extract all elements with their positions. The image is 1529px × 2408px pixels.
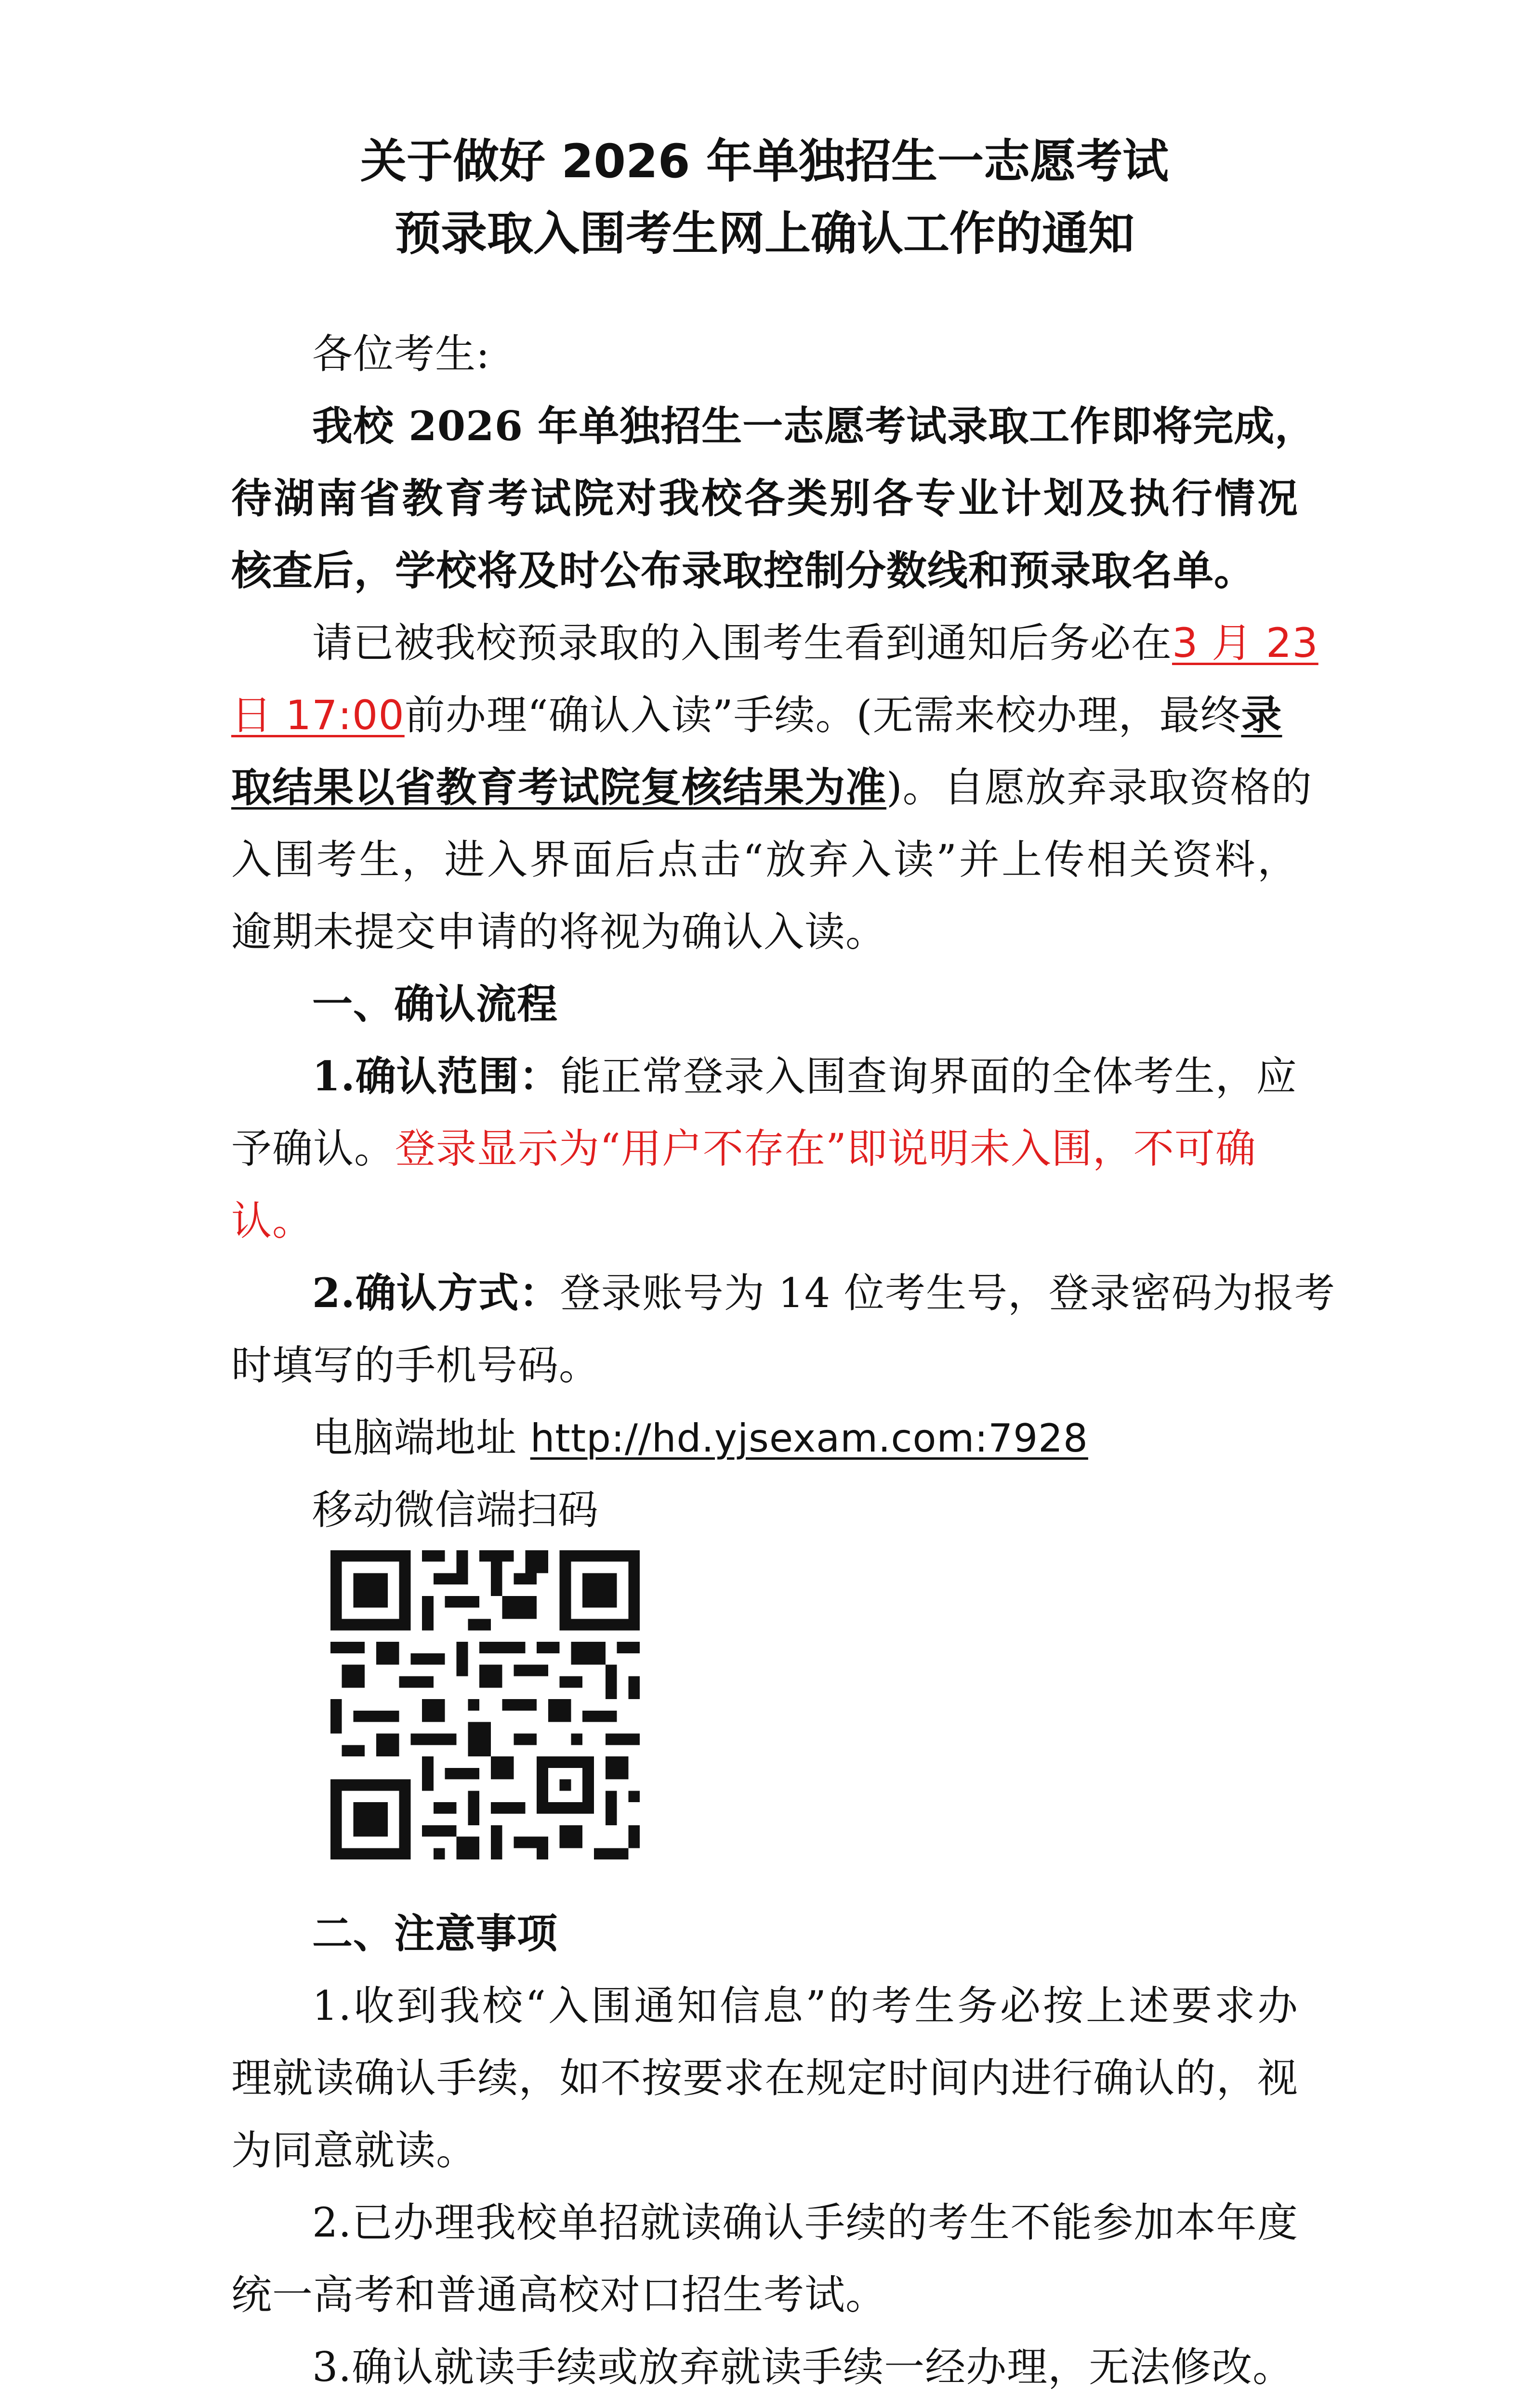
intro-p2-text: 请已被我校预录取的入围考生看到通知后务必在 [312,619,1173,667]
final-result-note-start: 录 [1241,691,1282,739]
item1-text: 能正常登录入围查询界面的全体考生，应 [560,1053,1297,1100]
intro-p1-line-2: 待湖南省教育考试院对我校各类别各专业计划及执行情况 [231,474,1298,522]
qr-code-icon[interactable] [319,1539,651,1871]
salutation: 各位考生: [312,330,490,378]
final-result-note: 取结果以省教育考试院复核结果为准 [231,763,887,811]
item2-label: 2.确认方式： [312,1269,560,1317]
item2-text: 登录账号为 14 位考生号，登录密码为报考 [560,1269,1335,1317]
intro-p2-line-4: 入围考生，进入界面后点击“放弃入读”并上传相关资料， [231,836,1298,883]
note3-line-1: 3.确认就读手续或放弃就读手续一经办理，无法修改。 [312,2343,1294,2391]
title-line-1: 关于做好 2026 年单独招生一志愿考试 [360,134,1169,188]
note2-line-1: 2.已办理我校单招就读确认手续的考生不能参加本年度 [312,2199,1298,2246]
mobile-scan-label: 移动微信端扫码 [312,1486,599,1533]
item2-line-1 [312,1267,1379,1320]
item2-line-2: 时填写的手机号码。 [231,1342,600,1389]
intro-p2-line-1 [312,616,1379,669]
note1-line-2: 理就读确认手续，如不按要求在规定时间内进行确认的，视 [231,2055,1298,2102]
intro-p2-line-5: 逾期未提交申请的将视为确认入读。 [231,908,887,955]
note1-line-1: 1.收到我校“入围通知信息”的考生务必按上述要求办 [312,1982,1298,2029]
item1-text-2: 予确认。 [231,1125,395,1172]
intro-p2-line-2 [231,689,1298,742]
intro-p2-text-2: 前办理“确认入读”手续。(无需来校办理，最终 [404,692,1241,739]
pc-address-label: 电脑端地址 [312,1414,530,1461]
intro-p1-line-1: 我校 2026 年单独招生一志愿考试录取工作即将完成， [312,402,1316,450]
deadline-time: 日 17:00 [231,692,405,739]
title-line-2: 预录取入围考生网上确认工作的通知 [395,207,1134,261]
note2-line-2: 统一高考和普通高校对口招生考试。 [231,2271,887,2318]
item1-label: 1.确认范围： [312,1052,560,1100]
intro-p2-text-3: )。自愿放弃录取资格的 [886,764,1312,811]
deadline-date: 3 月 23 [1172,619,1318,667]
item1-warning: 登录显示为“用户不存在”即说明未入围，不可确 [395,1125,1256,1172]
item1-line-2 [231,1122,1298,1175]
note1-line-3: 为同意就读。 [231,2127,477,2174]
pc-address-link[interactable]: http://hd.yjsexam.com:7928 [530,1416,1088,1461]
intro-p2-line-3 [231,761,1312,814]
section1-heading: 一、确认流程 [312,980,558,1028]
pc-address-line [312,1411,1379,1465]
section2-heading: 二、注意事项 [312,1910,558,1957]
item1-line-3: 认。 [231,1197,314,1244]
item1-line-1 [312,1050,1379,1103]
intro-p1-line-3: 核查后，学校将及时公布录取控制分数线和预录取名单。 [231,547,1255,594]
